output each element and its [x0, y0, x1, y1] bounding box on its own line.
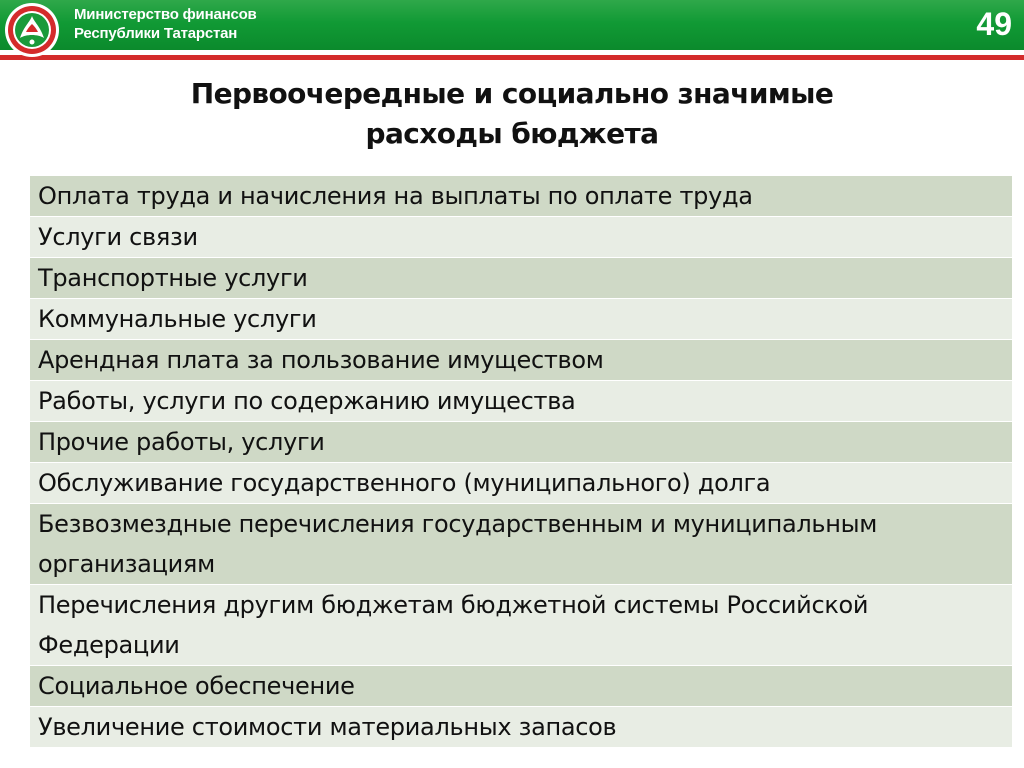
tatarstan-emblem-icon — [4, 2, 60, 58]
list-item: Перечисления другим бюджетам бюджетной системы Российской Федерации — [30, 585, 1012, 666]
slide-title-line-2: расходы бюджета — [365, 117, 659, 150]
list-item: Прочие работы, услуги — [30, 422, 1012, 463]
list-item: Безвозмездные перечисления государственным и муниципальным организациям — [30, 504, 1012, 585]
ministry-name — [74, 5, 257, 43]
list-item: Увеличение стоимости материальных запасов — [30, 707, 1012, 748]
list-item: Оплата труда и начисления на выплаты по оплате труда — [30, 176, 1012, 217]
header-stripe-red — [0, 55, 1024, 60]
page-number: 49 — [976, 6, 1012, 42]
list-item: Услуги связи — [30, 217, 1012, 258]
expense-list — [30, 176, 1012, 748]
list-item: Транспортные услуги — [30, 258, 1012, 299]
list-item: Социальное обеспечение — [30, 666, 1012, 707]
list-item: Коммунальные услуги — [30, 299, 1012, 340]
list-item: Обслуживание государственного (муниципального) долга — [30, 463, 1012, 504]
slide-title — [0, 74, 1024, 154]
ministry-line-1: Министерство финансов — [74, 6, 257, 23]
ministry-line-2: Республики Татарстан — [74, 25, 238, 42]
slide-title-line-1: Первоочередные и социально значимые — [190, 77, 834, 110]
list-item: Работы, услуги по содержанию имущества — [30, 381, 1012, 422]
list-item: Арендная плата за пользование имуществом — [30, 340, 1012, 381]
